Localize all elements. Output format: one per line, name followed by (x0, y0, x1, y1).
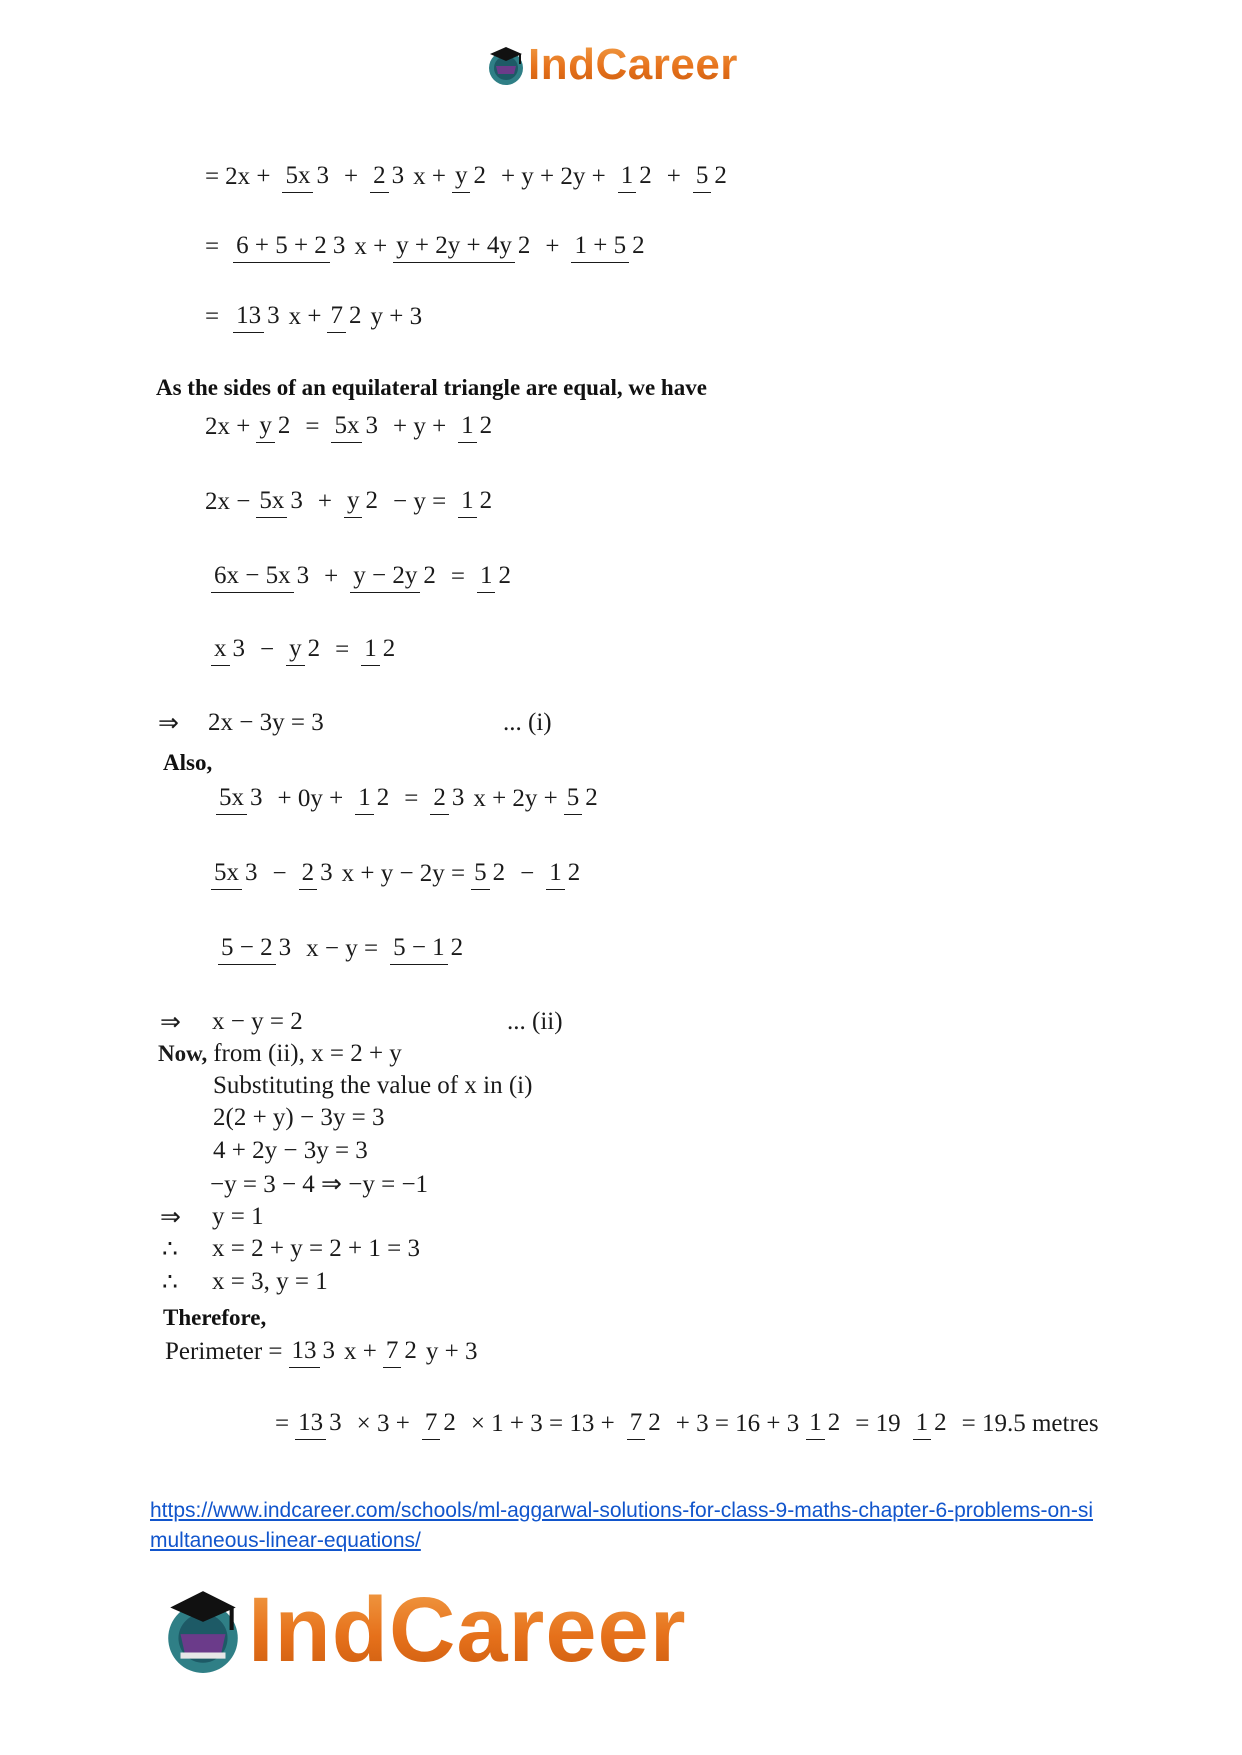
numerator: 13 (289, 1338, 320, 1368)
equation-text: x − y = 2 (212, 1008, 303, 1035)
fraction (452, 160, 489, 193)
denominator: 2 (404, 1337, 417, 1364)
fraction (393, 230, 533, 263)
term: x + (354, 232, 388, 260)
substitution-line-4: −y = 3 − 4 ⇒ −y = −1 (210, 1171, 429, 1198)
denominator: 2 (648, 1409, 661, 1436)
heading-also: Also, (163, 750, 213, 775)
now-text: from (ii), x = 2 + y (213, 1040, 402, 1067)
numerator: 5 − 1 (390, 935, 448, 965)
fraction (361, 633, 398, 666)
denominator: 2 (479, 487, 493, 514)
term: y + 3 (370, 302, 423, 330)
graduation-cap-icon (162, 1585, 244, 1675)
fraction (216, 782, 266, 815)
perimeter-label: Perimeter = (165, 1337, 283, 1365)
term: x + y − 2y = (341, 859, 466, 887)
eq-sign: = (275, 1409, 290, 1437)
eq-sign: = (335, 635, 350, 663)
equation-5 (210, 782, 607, 815)
denominator: 2 (473, 162, 486, 189)
fraction (295, 1407, 345, 1440)
now-label: Now, (158, 1041, 208, 1066)
denominator: 2 (450, 934, 464, 961)
numerator: 5 (564, 785, 583, 815)
fraction (211, 560, 312, 593)
equation-1 (205, 410, 501, 443)
expr-line-1 (205, 160, 736, 193)
numerator: y + 2y + 4y (393, 233, 515, 263)
denominator: 3 (250, 784, 263, 811)
denominator: 3 (322, 1337, 336, 1364)
denominator: 3 (267, 302, 280, 329)
operator: + (343, 162, 359, 190)
term: + 0y + (277, 784, 344, 812)
term: + y + 2y + (500, 162, 606, 190)
eq-sign: = (450, 562, 465, 590)
numerator: 5x (216, 785, 247, 815)
numerator: 1 (458, 488, 477, 518)
numerator: 1 (361, 636, 380, 666)
term: x − y = (306, 934, 379, 962)
numerator: 2 (299, 860, 318, 890)
numerator: 1 (618, 163, 637, 193)
operator: − (520, 859, 535, 887)
fraction (355, 782, 392, 815)
header-logo-text: IndCareer (528, 40, 738, 89)
numerator: 5 − 2 (218, 935, 276, 965)
fraction (383, 1335, 420, 1368)
numerator: 1 (806, 1410, 825, 1440)
denominator: 3 (320, 859, 333, 886)
numerator: 1 (546, 860, 565, 890)
term: x + (344, 1337, 377, 1365)
numerator: 1 (458, 413, 477, 443)
footer-logo-text: IndCareer (248, 1578, 687, 1681)
fraction (331, 410, 381, 443)
denominator: 2 (443, 1409, 456, 1436)
numerator: 7 (627, 1410, 646, 1440)
equation-text: x = 3, y = 1 (212, 1268, 328, 1295)
fraction (218, 932, 294, 965)
eq-sign: = (205, 162, 220, 190)
denominator: 3 (245, 859, 258, 886)
result-xy (162, 1267, 328, 1297)
numerator: 7 (383, 1338, 402, 1368)
fraction (350, 560, 439, 593)
numerator: 5 (693, 163, 712, 193)
term: + 3 = 16 + 3 (675, 1409, 800, 1437)
substitution-line-1: Substituting the value of x in (i) (213, 1072, 533, 1099)
expr-line-2 (205, 230, 654, 263)
fraction (693, 160, 730, 193)
implies-symbol: ⇒ (160, 1204, 181, 1231)
denominator: 2 (632, 232, 645, 259)
numerator: x (211, 636, 230, 666)
numerator: y (256, 413, 275, 443)
numerator: 7 (327, 303, 346, 333)
denominator: 2 (382, 635, 396, 662)
numerator: y − 2y (350, 563, 420, 593)
operator: + (324, 562, 339, 590)
term: 2x + (205, 412, 251, 440)
denominator: 2 (934, 1409, 947, 1436)
substitution-line-2: 2(2 + y) − 3y = 3 (213, 1104, 385, 1131)
numerator: 2 (370, 163, 389, 193)
denominator: 3 (316, 162, 329, 189)
denominator: 2 (567, 859, 581, 886)
fraction (289, 1335, 339, 1368)
fraction (618, 160, 655, 193)
term: − y = (392, 487, 447, 515)
result-text: = 19.5 metres (961, 1409, 1099, 1437)
denominator: 3 (232, 635, 245, 662)
term: + y + (392, 412, 447, 440)
eq-sign: = (205, 232, 220, 260)
implies-symbol: ⇒ (158, 710, 179, 737)
numerator: 7 (422, 1410, 441, 1440)
therefore-symbol: ∴ (162, 1269, 178, 1296)
equation-tag: ... (ii) (507, 1008, 563, 1035)
numerator: 1 (913, 1410, 932, 1440)
fraction (256, 485, 306, 518)
expr-line-3 (205, 300, 422, 333)
result-y (160, 1202, 264, 1232)
denominator: 2 (277, 412, 291, 439)
fraction (256, 410, 293, 443)
equation-7 (212, 932, 472, 965)
fraction (211, 857, 261, 890)
numerator: 6 + 5 + 2 (233, 233, 330, 263)
denominator: 3 (278, 934, 292, 961)
source-link[interactable]: https://www.indcareer.com/schools/ml-aggarwal-solutions-for-class-9-maths-chapter-6-problems-on-simultaneous-linear-equations/ (150, 1499, 1093, 1552)
perimeter-formula (165, 1335, 478, 1368)
implies-symbol: ⇒ (160, 1009, 181, 1036)
heading-therefore: Therefore, (163, 1305, 267, 1330)
fraction (571, 230, 647, 263)
denominator: 2 (479, 412, 493, 439)
operator: + (545, 232, 560, 260)
equation-text: 2x − 3y = 3 (208, 709, 324, 736)
denominator: 2 (307, 635, 321, 662)
numerator: 1 (355, 785, 374, 815)
numerator: 13 (295, 1410, 326, 1440)
denominator: 2 (365, 487, 378, 514)
fraction (299, 857, 336, 890)
fraction (564, 782, 601, 815)
term: x + 2y + (473, 784, 558, 812)
denominator: 2 (639, 162, 652, 189)
numerator: 2 (430, 785, 449, 815)
numerator: 5 (471, 860, 490, 890)
equation-2 (205, 485, 501, 518)
fraction (286, 633, 323, 666)
fraction (627, 1407, 664, 1440)
numerator: 1 + 5 (571, 233, 629, 263)
equation-4 (205, 633, 404, 666)
term: 2x − (205, 487, 251, 515)
footer-logo (162, 1580, 687, 1680)
term: × 1 + 3 = 13 + (470, 1409, 615, 1437)
denominator: 3 (391, 162, 405, 189)
operator: − (272, 859, 287, 887)
term: = 19 (855, 1409, 901, 1437)
fraction (471, 857, 508, 890)
result-x (162, 1234, 420, 1264)
numerator: 13 (233, 303, 264, 333)
denominator: 2 (423, 562, 436, 589)
operator: − (260, 635, 275, 663)
equation-text: y = 1 (212, 1203, 264, 1230)
graduation-cap-icon (486, 44, 526, 86)
denominator: 3 (332, 232, 346, 259)
fraction (370, 160, 407, 193)
equation-3 (205, 560, 520, 593)
numerator: 5x (211, 860, 242, 890)
eq-sign: = (305, 412, 320, 440)
denominator: 3 (365, 412, 378, 439)
fraction (344, 485, 381, 518)
now-line (158, 1040, 402, 1068)
eq-sign: = (404, 784, 419, 812)
fraction (422, 1407, 459, 1440)
term: x + (288, 302, 322, 330)
fraction (458, 410, 495, 443)
fraction (458, 485, 495, 518)
equation-6 (205, 857, 589, 890)
equation-text: x = 2 + y = 2 + 1 = 3 (212, 1235, 420, 1262)
denominator: 3 (290, 487, 303, 514)
therefore-symbol: ∴ (162, 1236, 178, 1263)
denominator: 2 (517, 232, 531, 259)
numerator: 5x (256, 488, 287, 518)
numerator: y (452, 163, 471, 193)
equation-ii (160, 1007, 563, 1037)
operator: + (317, 487, 332, 515)
denominator: 2 (714, 162, 727, 189)
equation-tag: ... (i) (503, 709, 552, 736)
denominator: 3 (451, 784, 465, 811)
denominator: 3 (329, 1409, 342, 1436)
numerator: 5x (282, 163, 313, 193)
fraction (430, 782, 467, 815)
denominator: 2 (376, 784, 390, 811)
denominator: 2 (348, 302, 362, 329)
term: 2x + (225, 162, 271, 190)
numerator: y (344, 488, 363, 518)
fraction (806, 1407, 843, 1440)
denominator: 3 (296, 562, 310, 589)
fraction (282, 160, 332, 193)
term: y + 3 (425, 1337, 478, 1365)
header-logo (486, 40, 738, 90)
denominator: 2 (585, 784, 598, 811)
substitution-line-3: 4 + 2y − 3y = 3 (213, 1137, 368, 1164)
fraction (233, 230, 348, 263)
fraction (233, 300, 283, 333)
denominator: 2 (827, 1409, 841, 1436)
fraction (477, 560, 514, 593)
perimeter-calculation (275, 1407, 1105, 1440)
heading-equal-sides: As the sides of an equilateral triangle are equal, we have (156, 375, 707, 400)
denominator: 2 (492, 859, 506, 886)
fraction (327, 300, 364, 333)
numerator: 6x − 5x (211, 563, 294, 593)
fraction (913, 1407, 950, 1440)
numerator: y (286, 636, 305, 666)
equation-i (158, 708, 552, 738)
fraction (211, 633, 248, 666)
term: x + (413, 162, 446, 190)
numerator: 1 (477, 563, 496, 593)
fraction (390, 932, 466, 965)
operator: + (666, 162, 681, 190)
term: × 3 + (356, 1409, 410, 1437)
denominator: 2 (498, 562, 511, 589)
numerator: 5x (331, 413, 362, 443)
eq-sign: = (205, 302, 220, 330)
fraction (546, 857, 583, 890)
